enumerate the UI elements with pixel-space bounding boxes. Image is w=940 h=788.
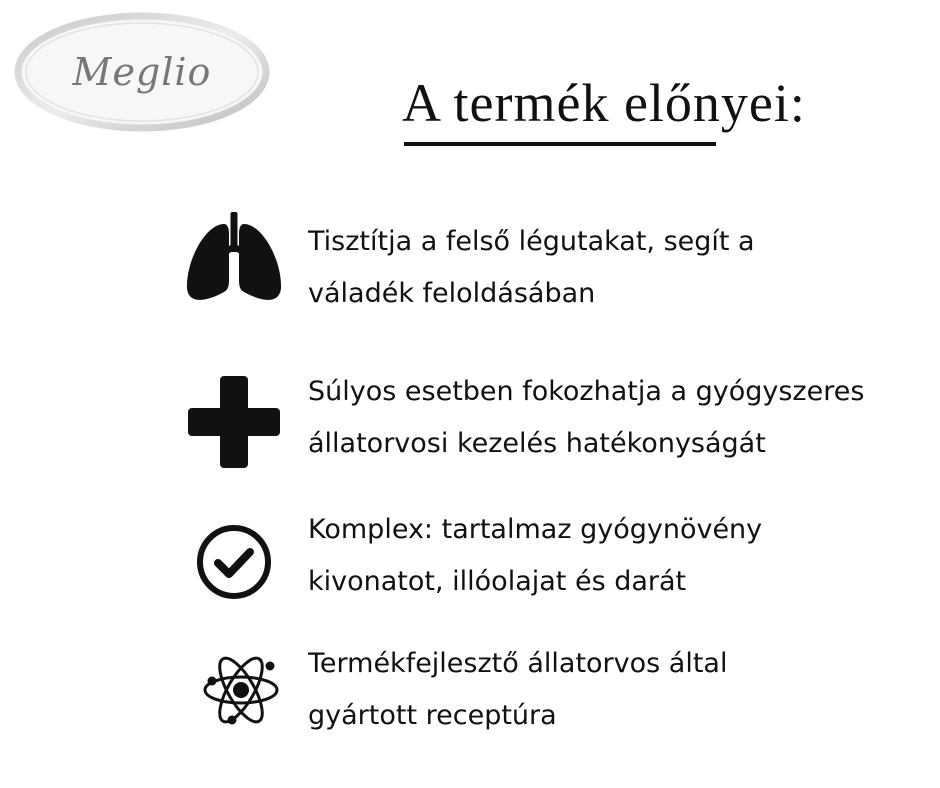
benefit-text <box>308 216 928 320</box>
benefit-line: Tisztítja a felső légutakat, segít a <box>308 226 755 257</box>
check-circle-icon <box>186 514 282 610</box>
logo-wordmark: Meglio <box>72 50 212 94</box>
medical-cross-icon <box>186 374 282 470</box>
brand-logo <box>14 12 270 132</box>
benefit-item <box>0 370 940 470</box>
benefit-item <box>0 208 940 308</box>
benefit-line: gyártott receptúra <box>308 700 557 731</box>
atom-icon <box>186 644 282 740</box>
benefit-text <box>308 638 928 742</box>
benefit-item <box>0 644 940 744</box>
lungs-icon <box>186 212 282 308</box>
title-underline <box>404 142 716 146</box>
benefit-line: állatorvosi kezelés hatékonyságát <box>308 428 766 459</box>
benefit-line: váladék feloldásában <box>308 278 596 309</box>
page-title: A termék előnyei: <box>402 73 806 133</box>
benefit-text <box>308 504 928 608</box>
benefit-item <box>0 510 940 610</box>
benefit-line: kivonatot, illóolajat és darát <box>308 566 687 597</box>
benefit-text <box>308 366 928 470</box>
benefit-line: Termékfejlesztő állatorvos által <box>308 648 728 679</box>
benefit-line: Komplex: tartalmaz gyógynövény <box>308 514 763 545</box>
benefit-line: Súlyos esetben fokozhatja a gyógyszeres <box>308 376 865 407</box>
